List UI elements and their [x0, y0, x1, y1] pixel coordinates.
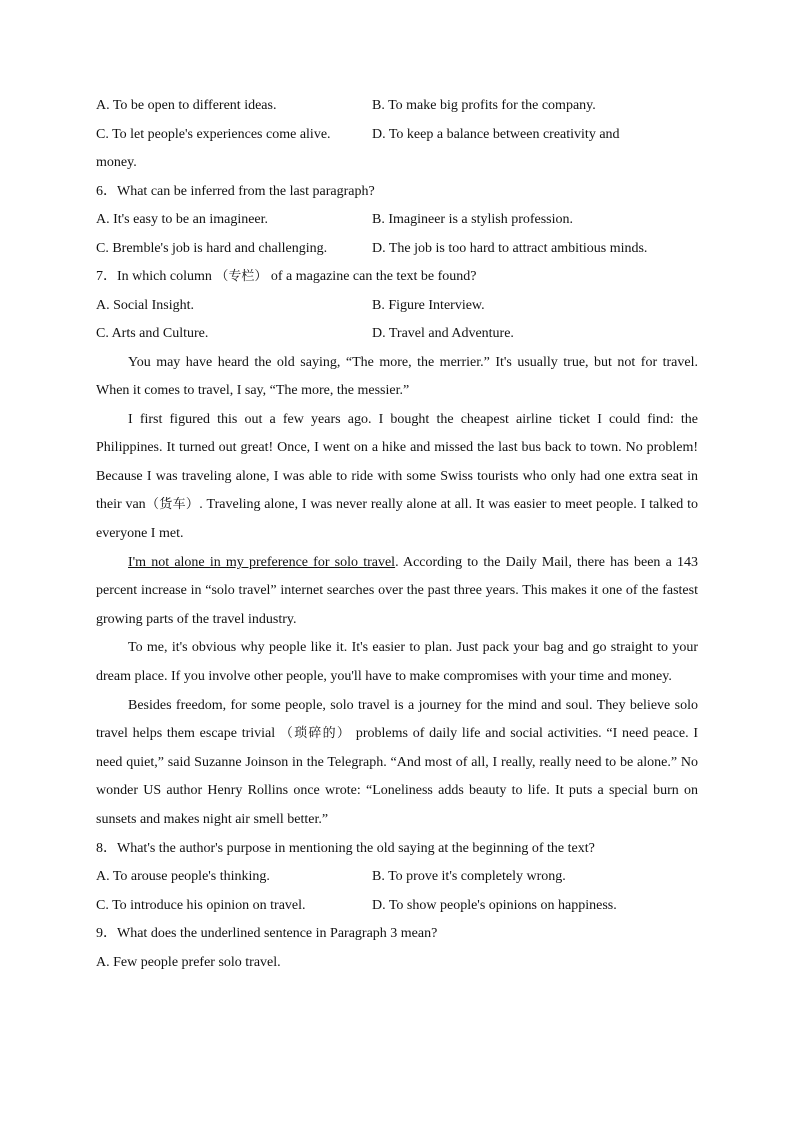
- q8-option-d[interactable]: D. To show people's opinions on happiness.: [372, 897, 617, 913]
- q9-stem: 9．What does the underlined sentence in Paragraph 3 mean?: [96, 926, 438, 942]
- q6-options-row-1: [96, 206, 698, 235]
- q5-option-d[interactable]: D. To keep a balance between creativity and: [372, 126, 620, 142]
- q7-stem-part-2: of a magazine can the text be found?: [267, 269, 477, 284]
- q5-option-c[interactable]: C. To let people's experiences come alive.: [96, 126, 331, 142]
- q5-options-row-1: [96, 92, 698, 121]
- passage-paragraph-1: You may have heard the old saying, “The more, the merrier.” It's usually true, but not for travel. When it comes to travel, I say, “The more, the messier.”: [96, 354, 698, 399]
- q6-options-row-2: [96, 235, 698, 264]
- q7-options-row-2: [96, 320, 698, 349]
- p2-part-1: I first figured this out a few years ago. I bought the cheapest airline ticket I could find: the Philippines. It turned out great! Once, I went on a hike and missed the last bus back to town. No problem! Because I was traveling alone, I was able to ride with some Swiss tourists who only had one extra seat in their van: [96, 411, 698, 513]
- document-page: [96, 92, 698, 977]
- p5-part-2: problems of daily life and social activities. “I need peace. I need quiet,” said Suzanne Joinson in the Telegraph. “And most of all, I really, really need to be alone.” No wonder US author Henry Rollins once wrote: “Loneliness adds beauty to life. It puts a special burn on sunsets and makes night air smell better.”: [96, 726, 698, 827]
- q7-stem: [96, 263, 698, 292]
- q7-stem-gloss: （专栏）: [215, 269, 268, 284]
- q5-option-d-continued: money.: [96, 155, 137, 170]
- q7-option-c[interactable]: C. Arts and Culture.: [96, 326, 209, 341]
- q8-options-row-2: [96, 892, 698, 921]
- q8-option-c[interactable]: C. To introduce his opinion on travel.: [96, 897, 306, 913]
- q5-option-a[interactable]: A. To be open to different ideas.: [96, 98, 277, 113]
- q7-option-d[interactable]: D. Travel and Adventure.: [372, 326, 514, 341]
- p2-gloss: （货车）: [145, 497, 200, 513]
- q8-options-row-1: [96, 863, 698, 892]
- q6-stem: 6．What can be inferred from the last paragraph?: [96, 183, 375, 199]
- passage-paragraph-5: [96, 692, 698, 835]
- q8-stem: 8．What's the author's purpose in mentioning the old saying at the beginning of the text?: [96, 840, 595, 856]
- q6-option-d[interactable]: D. The job is too hard to attract ambitious minds.: [372, 240, 648, 256]
- q6-option-a[interactable]: A. It's easy to be an imagineer.: [96, 212, 269, 227]
- q8-option-a[interactable]: A. To arouse people's thinking.: [96, 869, 270, 885]
- q5-option-b[interactable]: B. To make big profits for the company.: [372, 98, 596, 113]
- underlined-sentence: I'm not alone in my preference for solo travel: [128, 554, 396, 570]
- passage-paragraph-4: To me, it's obvious why people like it. It's easier to plan. Just pack your bag and go straight to your dream place. If you involve other people, you'll have to make compromises with your time and money.: [96, 640, 698, 685]
- q7-stem-part-1: 7．In which column: [96, 269, 216, 284]
- passage-paragraph-3: [96, 549, 698, 635]
- q7-option-b[interactable]: B. Figure Interview.: [372, 297, 485, 313]
- q8-option-b[interactable]: B. To prove it's completely wrong.: [372, 869, 566, 885]
- q5-options-row-2: [96, 121, 698, 150]
- p5-gloss: （琐碎的）: [279, 726, 352, 742]
- p3-part-2: . According to the Daily Mail, there has been a 143 percent increase in “solo travel” internet searches over the past three years. This makes it one of the fastest growing parts of the travel industry.: [96, 554, 698, 627]
- q7-option-a[interactable]: A. Social Insight.: [96, 297, 194, 313]
- q6-option-c[interactable]: C. Bremble's job is hard and challenging.: [96, 240, 328, 256]
- p5-part-1: Besides freedom, for some people, solo travel is a journey for the mind and soul. They believe solo travel helps them escape trivial: [96, 697, 698, 742]
- q7-options-row-1: [96, 292, 698, 321]
- p2-part-2: . Traveling alone, I was never really alone at all. It was easier to meet people. I talked to everyone I met.: [96, 497, 698, 542]
- q6-option-b[interactable]: B. Imagineer is a stylish profession.: [372, 212, 574, 227]
- q9-option-a[interactable]: A. Few people prefer solo travel.: [96, 954, 281, 970]
- passage-paragraph-2: [96, 406, 698, 549]
